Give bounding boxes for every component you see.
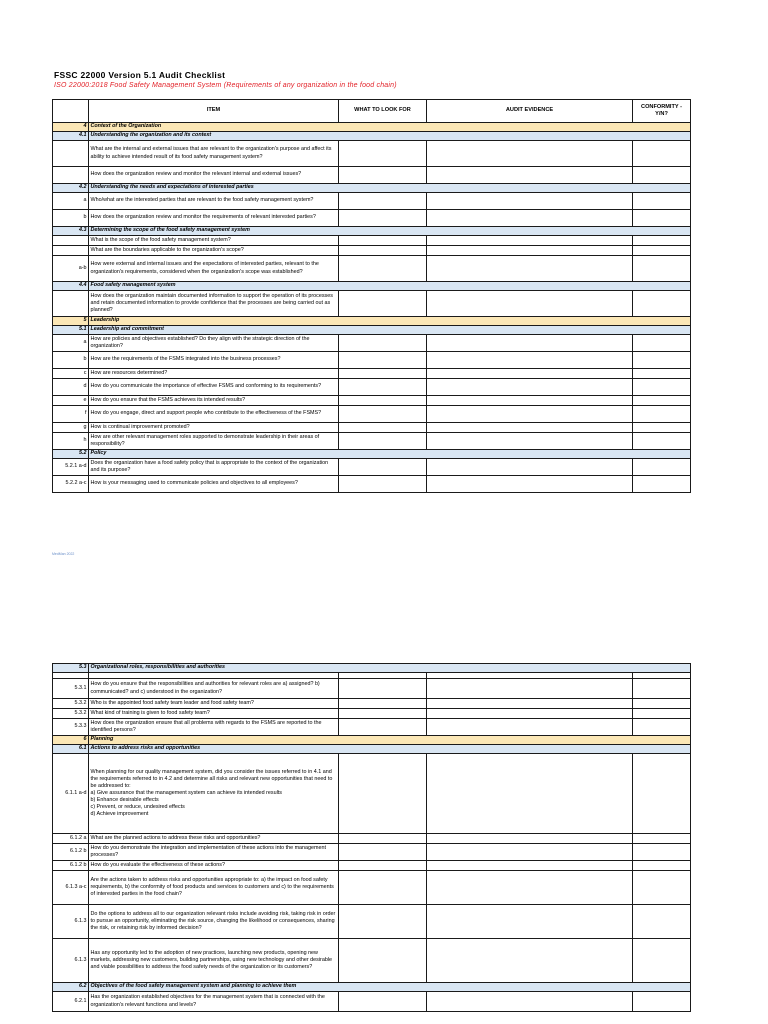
clause-number: b: [53, 210, 89, 227]
audit-evidence-cell: [427, 871, 633, 905]
audit-evidence-cell: [427, 699, 633, 709]
conformity-cell: [633, 719, 691, 736]
question-cell: Who/what are the interested parties that are relevant to the food safety management system?: [89, 193, 339, 210]
what-to-look-for-cell: [339, 699, 427, 709]
section-title: Leadership: [89, 317, 691, 326]
section-number: 6.2: [53, 983, 89, 992]
clause-number: 5.3.1: [53, 679, 89, 699]
checklist-row: [53, 433, 691, 450]
header-audit-evidence: AUDIT EVIDENCE: [427, 100, 633, 123]
checklist-row: [53, 335, 691, 352]
audit-evidence-cell: [427, 423, 633, 433]
audit-evidence-cell: [427, 246, 633, 256]
document-subtitle: ISO 22000:2018 Food Safety Management System (Requirements of any organization in the food chain): [54, 82, 397, 89]
section-title: Leadership and commitment: [89, 326, 691, 335]
section-number: 5.1: [53, 326, 89, 335]
what-to-look-for-cell: [339, 871, 427, 905]
question-cell: Does the organization have a food safety policy that is appropriate to the context of the organization and its purpose?: [89, 459, 339, 476]
clause-number: a-b: [53, 256, 89, 282]
checklist-row: [53, 406, 691, 423]
clause-number: [53, 246, 89, 256]
conformity-cell: [633, 699, 691, 709]
clause-number: [53, 291, 89, 317]
conformity-cell: [633, 167, 691, 184]
section-number: 4.2: [53, 184, 89, 193]
section-title: Understanding the organization and its context: [89, 132, 691, 141]
checklist-row: [53, 291, 691, 317]
question-cell: What are the internal and external issues that are relevant to the organization's purpose and affect its ability to achieve intended result of its food safety management system?: [89, 141, 339, 167]
audit-checklist-table-1: [52, 99, 691, 493]
section-number: 4.4: [53, 282, 89, 291]
clause-number: 5.2.1 a-d: [53, 459, 89, 476]
clause-number: a: [53, 335, 89, 352]
what-to-look-for-cell: [339, 236, 427, 246]
section-title: Determining the scope of the food safety management system: [89, 227, 691, 236]
conformity-cell: [633, 709, 691, 719]
section-number: 4: [53, 123, 89, 132]
what-to-look-for-cell: [339, 679, 427, 699]
what-to-look-for-cell: [339, 396, 427, 406]
subsection-row: [53, 326, 691, 335]
question-cell: How were external and internal issues and the expectations of interested parties, relevant to the organization's requirements, considered when the organization's scope was established?: [89, 256, 339, 282]
question-cell: How is your messaging used to communicate policies and objectives to all employees?: [89, 476, 339, 493]
checklist-row: [53, 992, 691, 1012]
subsection-row: [53, 450, 691, 459]
checklist-row: [53, 719, 691, 736]
section-title: Context of the Organization: [89, 123, 691, 132]
clause-number: 6.1.3: [53, 939, 89, 983]
what-to-look-for-cell: [339, 939, 427, 983]
conformity-cell: [633, 291, 691, 317]
section-title: Policy: [89, 450, 691, 459]
conformity-cell: [633, 423, 691, 433]
document-title: FSSC 22000 Version 5.1 Audit Checklist: [54, 70, 226, 80]
subsection-row: [53, 227, 691, 236]
question-cell: How are other relevant management roles supported to demonstrate leadership in their areas of responsibility?: [89, 433, 339, 450]
subsection-row: [53, 282, 691, 291]
question-cell: How do you engage, direct and support people who contribute to the effectiveness of the FSMS?: [89, 406, 339, 423]
section-row: [53, 317, 691, 326]
section-number: 5: [53, 317, 89, 326]
what-to-look-for-cell: [339, 379, 427, 396]
clause-number: a: [53, 193, 89, 210]
header-number-cell: [53, 100, 89, 123]
what-to-look-for-cell: [339, 844, 427, 861]
section-number: 5.3: [53, 664, 89, 673]
question-cell: Has any opportunity led to the adoption of new practices, launching new products, opening new markets, addressing new customers, building partnerships, using new technology and other desirable and viable possibilities to address the food safety needs of the organization or its customers?: [89, 939, 339, 983]
section-row: [53, 123, 691, 132]
checklist-row: [53, 379, 691, 396]
clause-number: [53, 141, 89, 167]
question-cell: What are the boundaries applicable to the organization's scope?: [89, 246, 339, 256]
what-to-look-for-cell: [339, 423, 427, 433]
audit-evidence-cell: [427, 406, 633, 423]
checklist-row: [53, 236, 691, 246]
what-to-look-for-cell: [339, 256, 427, 282]
what-to-look-for-cell: [339, 291, 427, 317]
audit-evidence-cell: [427, 834, 633, 844]
clause-number: e: [53, 396, 89, 406]
audit-evidence-cell: [427, 679, 633, 699]
what-to-look-for-cell: [339, 754, 427, 834]
audit-evidence-cell: [427, 709, 633, 719]
what-to-look-for-cell: [339, 352, 427, 369]
clause-number: 6.1.2 a: [53, 834, 89, 844]
question-cell: How does the organization review and monitor the relevant internal and external issues?: [89, 167, 339, 184]
conformity-cell: [633, 246, 691, 256]
question-cell: How do you ensure that the FSMS achieves its intended results?: [89, 396, 339, 406]
subsection-row: [53, 983, 691, 992]
conformity-cell: [633, 396, 691, 406]
section-number: 6.1: [53, 745, 89, 754]
question-cell: Are the actions taken to address risks and opportunities appropriate to: a) the impact on food safety requirements, b) the conformity of food products and services to customers and c) to the requirements of interested parties in the food chain?: [89, 871, 339, 905]
clause-number: 5.2.2 a-c: [53, 476, 89, 493]
audit-evidence-cell: [427, 396, 633, 406]
conformity-cell: [633, 369, 691, 379]
conformity-cell: [633, 433, 691, 450]
question-cell: When planning for our quality management system, did you consider the issues referred to in 4.1 and the requirements referred to in 4.2 and determine all risks and relevant new opportunities that need to be addressed to: a) Give assurance that the management system can achieve its intended results b) Enhance desirable effects c) Prevent, or reduce, undesired effects d) Achieve improvement: [89, 754, 339, 834]
audit-evidence-cell: [427, 141, 633, 167]
question-cell: How do you communicate the importance of effective FSMS and conforming to its requirements?: [89, 379, 339, 396]
clause-number: 6.1.1 a-d: [53, 754, 89, 834]
question-cell: How does the organization maintain documented information to support the operation of its processes and retain documented information to provide confidence that the processes are being carried out as planned?: [89, 291, 339, 317]
subsection-row: [53, 745, 691, 754]
subsection-row: [53, 132, 691, 141]
audit-evidence-cell: [427, 236, 633, 246]
audit-evidence-cell: [427, 379, 633, 396]
clause-number: 6.1.3 a-c: [53, 871, 89, 905]
section-title: Objectives of the food safety management system and planning to achieve them: [89, 983, 691, 992]
what-to-look-for-cell: [339, 246, 427, 256]
what-to-look-for-cell: [339, 406, 427, 423]
clause-number: 6.1.3: [53, 905, 89, 939]
conformity-cell: [633, 352, 691, 369]
what-to-look-for-cell: [339, 433, 427, 450]
conformity-cell: [633, 754, 691, 834]
section-number: 6: [53, 736, 89, 745]
audit-evidence-cell: [427, 369, 633, 379]
section-title: Food safety management system: [89, 282, 691, 291]
checklist-row: [53, 256, 691, 282]
clause-number: h: [53, 433, 89, 450]
what-to-look-for-cell: [339, 459, 427, 476]
conformity-cell: [633, 236, 691, 246]
clause-number: c: [53, 369, 89, 379]
question-cell: How are resources determined?: [89, 369, 339, 379]
checklist-row: [53, 369, 691, 379]
question-cell: What are the planned actions to address these risks and opportunities?: [89, 834, 339, 844]
conformity-cell: [633, 476, 691, 493]
what-to-look-for-cell: [339, 719, 427, 736]
what-to-look-for-cell: [339, 476, 427, 493]
question-cell: What is the scope of the food safety management system?: [89, 236, 339, 246]
question-cell: What kind of training is given to food safety team?: [89, 709, 339, 719]
checklist-row: [53, 754, 691, 834]
what-to-look-for-cell: [339, 193, 427, 210]
checklist-row: [53, 141, 691, 167]
question-cell: Who is the appointed food safety team leader and food safety team?: [89, 699, 339, 709]
question-cell: How are the requirements of the FSMS integrated into the business processes?: [89, 352, 339, 369]
conformity-cell: [633, 679, 691, 699]
question-cell: How do you evaluate the effectiveness of these actions?: [89, 861, 339, 871]
conformity-cell: [633, 834, 691, 844]
checklist-row: [53, 709, 691, 719]
section-title: Understanding the needs and expectations of interested parties: [89, 184, 691, 193]
audit-evidence-cell: [427, 719, 633, 736]
conformity-cell: [633, 844, 691, 861]
audit-evidence-cell: [427, 291, 633, 317]
audit-evidence-cell: [427, 939, 633, 983]
checklist-row: [53, 459, 691, 476]
what-to-look-for-cell: [339, 167, 427, 184]
audit-evidence-cell: [427, 193, 633, 210]
checklist-row: [53, 476, 691, 493]
audit-evidence-cell: [427, 210, 633, 227]
clause-number: 5.3.2: [53, 709, 89, 719]
checklist-row: [53, 699, 691, 709]
clause-number: 5.3.3: [53, 719, 89, 736]
what-to-look-for-cell: [339, 210, 427, 227]
audit-evidence-cell: [427, 861, 633, 871]
checklist-row: [53, 834, 691, 844]
section-number: 4.1: [53, 132, 89, 141]
question-cell: How does the organization ensure that all problems with regards to the FSMS are reported to the identified persons?: [89, 719, 339, 736]
conformity-cell: [633, 193, 691, 210]
header-item: ITEM: [89, 100, 339, 123]
conformity-cell: [633, 939, 691, 983]
conformity-cell: [633, 141, 691, 167]
conformity-cell: [633, 992, 691, 1012]
checklist-row: [53, 396, 691, 406]
conformity-cell: [633, 256, 691, 282]
question-cell: How is continual improvement promoted?: [89, 423, 339, 433]
section-title: Planning: [89, 736, 691, 745]
audit-evidence-cell: [427, 167, 633, 184]
checklist-row: [53, 905, 691, 939]
clause-number: f: [53, 406, 89, 423]
what-to-look-for-cell: [339, 905, 427, 939]
checklist-row: [53, 246, 691, 256]
conformity-cell: [633, 335, 691, 352]
subsection-row: [53, 664, 691, 673]
clause-number: 6.1.2 b: [53, 844, 89, 861]
conformity-cell: [633, 905, 691, 939]
audit-evidence-cell: [427, 905, 633, 939]
checklist-row: [53, 861, 691, 871]
checklist-row: [53, 193, 691, 210]
conformity-cell: [633, 871, 691, 905]
footer-note: MedMan 2022: [52, 552, 75, 556]
checklist-row: [53, 352, 691, 369]
what-to-look-for-cell: [339, 369, 427, 379]
header-conformity: CONFORMITY - Y/N?: [633, 100, 691, 123]
checklist-row: [53, 871, 691, 905]
subsection-row: [53, 184, 691, 193]
question-cell: How do you demonstrate the integration and implementation of these actions into the management processes?: [89, 844, 339, 861]
conformity-cell: [633, 406, 691, 423]
clause-number: 6.2.1: [53, 992, 89, 1012]
what-to-look-for-cell: [339, 141, 427, 167]
checklist-row: [53, 210, 691, 227]
audit-evidence-cell: [427, 476, 633, 493]
audit-evidence-cell: [427, 352, 633, 369]
header-what-to-look-for: WHAT TO LOOK FOR: [339, 100, 427, 123]
clause-number: g: [53, 423, 89, 433]
section-number: 5.2: [53, 450, 89, 459]
what-to-look-for-cell: [339, 709, 427, 719]
table-header-row: [53, 100, 691, 123]
audit-evidence-cell: [427, 433, 633, 450]
section-title: Actions to address risks and opportunities: [89, 745, 691, 754]
question-cell: How are policies and objectives established? Do they align with the strategic direction of the organization?: [89, 335, 339, 352]
checklist-row: [53, 679, 691, 699]
audit-evidence-cell: [427, 992, 633, 1012]
clause-number: b: [53, 352, 89, 369]
clause-number: 5.3.2: [53, 699, 89, 709]
clause-number: [53, 167, 89, 184]
question-cell: How does the organization review and monitor the requirements of relevant interested parties?: [89, 210, 339, 227]
question-cell: Do the options to address all to our organization relevant risks include avoiding risk, taking risk in order to pursue an opportunity, eliminating the risk source, changing the likelihood or consequences, sharing the risk, or retaining risk by informed decision?: [89, 905, 339, 939]
section-title: Organizational roles, responsibilities and authorities: [89, 664, 691, 673]
clause-number: d: [53, 379, 89, 396]
conformity-cell: [633, 379, 691, 396]
what-to-look-for-cell: [339, 861, 427, 871]
clause-number: [53, 236, 89, 246]
checklist-row: [53, 423, 691, 433]
audit-checklist-table-2: [52, 663, 691, 1012]
checklist-row: [53, 844, 691, 861]
clause-number: 6.1.2 b: [53, 861, 89, 871]
what-to-look-for-cell: [339, 992, 427, 1012]
checklist-row: [53, 167, 691, 184]
what-to-look-for-cell: [339, 335, 427, 352]
question-cell: Has the organization established objectives for the management system that is connected with the organization's relevant functions and levels?: [89, 992, 339, 1012]
audit-evidence-cell: [427, 256, 633, 282]
what-to-look-for-cell: [339, 834, 427, 844]
audit-evidence-cell: [427, 754, 633, 834]
checklist-row: [53, 939, 691, 983]
question-cell: How do you ensure that the responsibilities and authorities for relevant roles are a) assigned? b) communicated? and c) understood in the organization?: [89, 679, 339, 699]
conformity-cell: [633, 459, 691, 476]
audit-evidence-cell: [427, 459, 633, 476]
audit-evidence-cell: [427, 844, 633, 861]
section-row: [53, 736, 691, 745]
conformity-cell: [633, 861, 691, 871]
audit-evidence-cell: [427, 335, 633, 352]
section-number: 4.3: [53, 227, 89, 236]
conformity-cell: [633, 210, 691, 227]
